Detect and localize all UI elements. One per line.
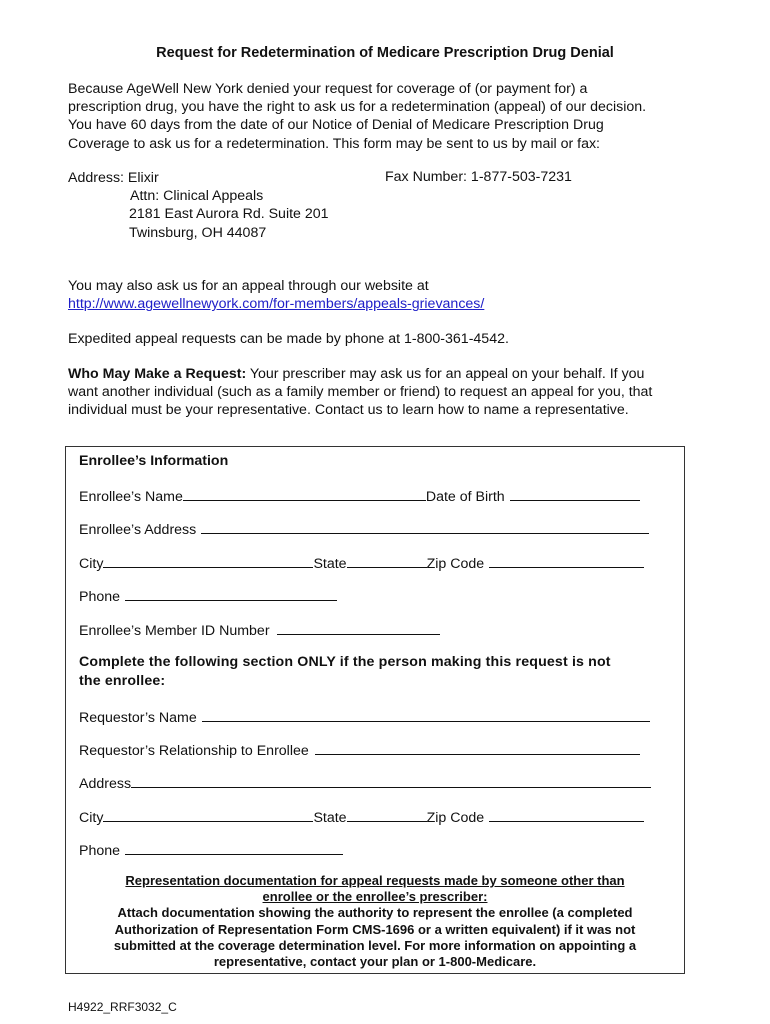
notice-line: submitted at the coverage determination level. For more information on appointing a [113, 937, 637, 953]
enrollee-city-row [79, 553, 644, 572]
requestor-name-field[interactable] [202, 707, 650, 722]
notice-line: Attach documentation showing the authority to represent the enrollee (a completed [117, 905, 633, 921]
representation-notice [66, 873, 684, 970]
zip-field[interactable] [489, 553, 644, 568]
mailing-address [68, 169, 329, 242]
requestor-zip-field[interactable] [489, 807, 644, 822]
intro-line: prescription drug, you have the right to ask us for a redetermination (appeal) of our decision. [68, 99, 647, 116]
requestor-name-row [79, 707, 650, 726]
address-line: Attn: Clinical Appeals [130, 188, 264, 205]
notice-line: Authorization of Representation Form CMS-1696 or a written equivalent) if it was not [114, 921, 636, 937]
who-may-request-paragraph [68, 365, 708, 420]
enrollee-address-row [79, 519, 649, 538]
enrollee-address-field[interactable] [201, 519, 649, 534]
intro-line: You have 60 days from the date of our Notice of Denial of Medicare Prescription Drug [68, 117, 604, 134]
requestor-phone-field[interactable] [125, 840, 343, 855]
relationship-row [79, 740, 640, 759]
state-label: State [313, 810, 347, 826]
fax-number: Fax Number: 1-877-503-7231 [385, 169, 572, 185]
address-line: 2181 East Aurora Rd. Suite 201 [129, 206, 329, 223]
address-line: Twinsburg, OH 44087 [129, 224, 267, 241]
requestor-city-row [79, 807, 644, 826]
enrollee-info-heading: Enrollee’s Information [79, 453, 229, 469]
requestor-address-row [79, 773, 651, 792]
phone-field[interactable] [125, 586, 337, 601]
member-id-field[interactable] [277, 620, 440, 635]
relationship-field[interactable] [315, 740, 640, 755]
note-line: Complete the following section ONLY if the person making this request is not [79, 654, 611, 670]
member-id-row [79, 620, 440, 639]
intro-line: Because AgeWell New York denied your request for coverage of (or payment for) a [68, 81, 588, 97]
website-paragraph [68, 277, 708, 313]
requestor-address-field[interactable] [131, 773, 651, 788]
enrollee-address-label: Enrollee’s Address [79, 522, 197, 538]
requestor-phone-row [79, 840, 343, 859]
expedited-text: Expedited appeal requests can be made by phone at 1-800-361-4542. [68, 331, 509, 347]
member-id-label: Enrollee’s Member ID Number [79, 623, 270, 639]
dob-field[interactable] [510, 486, 640, 501]
state-label: State [313, 556, 347, 572]
enrollee-name-field[interactable] [183, 486, 426, 501]
form-code: H4922_RRF3032_C [68, 1000, 177, 1014]
state-field[interactable] [347, 553, 427, 568]
who-text: individual must be your representative. Contact us to learn how to name a representative. [68, 402, 629, 419]
relationship-label: Requestor’s Relationship to Enrollee [79, 743, 309, 759]
notice-heading-line: enrollee or the enrollee’s prescriber: [262, 889, 488, 905]
enrollee-phone-row [79, 586, 337, 605]
appeals-website-link[interactable]: http://www.agewellnewyork.com/for-members/appeals-grievances/ [68, 296, 485, 313]
enrollee-name-label: Enrollee’s Name [79, 489, 183, 505]
requestor-city-field[interactable] [103, 807, 313, 822]
notice-line: representative, contact your plan or 1-800-Medicare. [213, 954, 537, 970]
zip-label: Zip Code [426, 810, 485, 826]
intro-line: Coverage to ask us for a redetermination. This form may be sent to us by mail or fax: [68, 135, 601, 152]
address-label: Address [79, 776, 132, 792]
requestor-section-note [79, 653, 611, 690]
website-text: You may also ask us for an appeal through our website at [68, 278, 429, 294]
intro-paragraph [68, 80, 708, 153]
who-text: want another individual (such as a family member or friend) to request an appeal for you, that [68, 384, 653, 401]
city-label: City [79, 810, 104, 826]
dob-label: Date of Birth [425, 489, 505, 505]
phone-label: Phone [79, 589, 121, 605]
city-label: City [79, 556, 104, 572]
notice-heading-line: Representation documentation for appeal requests made by someone other than [125, 873, 625, 888]
who-label: Who May Make a Request: [68, 366, 247, 382]
who-text: Your prescriber may ask us for an appeal on your behalf. If you [246, 366, 645, 382]
phone-label: Phone [79, 843, 121, 859]
city-field[interactable] [103, 553, 313, 568]
address-label: Address: Elixir [68, 170, 159, 186]
enrollee-name-row [79, 486, 640, 505]
zip-label: Zip Code [426, 556, 485, 572]
page-title: Request for Redetermination of Medicare Prescription Drug Denial [156, 45, 614, 61]
note-line: the enrollee: [79, 672, 166, 689]
requestor-name-label: Requestor’s Name [79, 710, 197, 726]
requestor-state-field[interactable] [347, 807, 427, 822]
